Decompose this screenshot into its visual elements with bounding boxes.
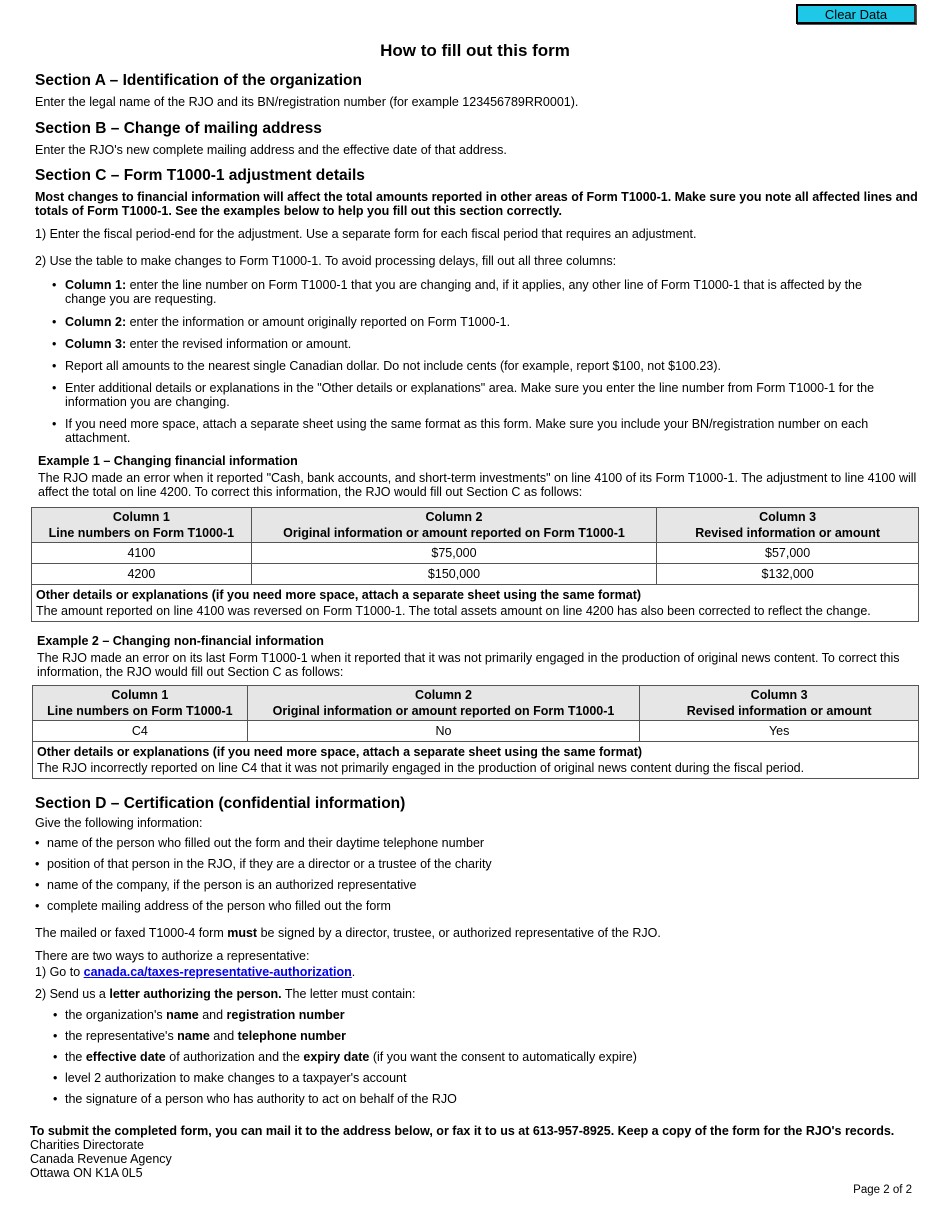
example2-table [32, 685, 919, 779]
example2-heading: Example 2 – Changing non-financial information [37, 634, 324, 648]
other-details-cell [33, 742, 919, 779]
list-item: • Report all amounts to the nearest single Canadian dollar. Do not include cents (for example, report $100, not $100.23). [35, 359, 905, 373]
column-header: Column 3 Revised information or amount [640, 686, 919, 721]
section-b-heading: Section B – Change of mailing address [35, 120, 322, 137]
table-row [32, 564, 919, 585]
table-header-row [32, 508, 919, 543]
example1-table [31, 507, 919, 622]
table-row [32, 543, 919, 564]
section-d-heading: Section D – Certification (confidential information) [35, 795, 406, 812]
table-cell: 4200 [32, 564, 252, 585]
page-number: Page 2 of 2 [853, 1184, 912, 1196]
other-details-text: The RJO incorrectly reported on line C4 that it was not primarily engaged in the production of original news content during the fiscal period. [37, 761, 805, 775]
table-header-row [33, 686, 919, 721]
other-details-text: The amount reported on line 4100 was reversed on Form T1000-1. The total assets amount on line 4200 has also been corrected to reflect the change. [36, 604, 871, 618]
column-header: Column 1 Line numbers on Form T1000-1 [32, 508, 252, 543]
section-c-bullets [35, 278, 905, 445]
section-a-text: Enter the legal name of the RJO and its BN/registration number (for example 123456789RR0001). [35, 95, 579, 109]
table-cell: $75,000 [251, 543, 657, 564]
section-c-step1: 1) Enter the fiscal period-end for the adjustment. Use a separate form for each fiscal period that requires an adjustment. [35, 227, 697, 241]
signature-requirement: The mailed or faxed T1000-4 form must be signed by a director, trustee, or authorized representative of the RJO. [35, 926, 661, 940]
page-title: How to fill out this form [380, 41, 570, 60]
letter-requirements [35, 1008, 905, 1107]
section-d-bullets [35, 836, 905, 914]
list-item: • level 2 authorization to make changes to a taxpayer's account [35, 1071, 905, 1086]
table-cell: $150,000 [251, 564, 657, 585]
list-item: • the signature of a person who has authority to act on behalf of the RJO [35, 1092, 905, 1107]
list-item: • the organization's name and registration number [35, 1008, 905, 1023]
example2-text: The RJO made an error on its last Form T1000-1 when it reported that it was not primarily engaged in the production of original news content. To correct this information, the RJO would fill out Section C as follows: [37, 651, 900, 679]
list-item: • Enter additional details or explanations in the "Other details or explanations" area. Make sure you enter the line number from Form T1000-1 for the information you are changing. [35, 381, 905, 409]
column-header: Column 3 Revised information or amount [657, 508, 919, 543]
column-header: Column 2 Original information or amount reported on Form T1000-1 [251, 508, 657, 543]
table-cell: Yes [640, 721, 919, 742]
table-row [33, 721, 919, 742]
section-c-heading: Section C – Form T1000-1 adjustment details [35, 167, 365, 184]
address-line: Canada Revenue Agency [30, 1152, 172, 1166]
clear-data-button[interactable]: Clear Data [796, 4, 916, 24]
table-row [33, 742, 919, 779]
column-header: Column 1 Line numbers on Form T1000-1 [33, 686, 248, 721]
section-c-step2: 2) Use the table to make changes to Form T1000-1. To avoid processing delays, fill out all three columns: [35, 254, 617, 268]
authorize-way-2: 2) Send us a letter authorizing the person. The letter must contain: [35, 987, 416, 1001]
list-item: • name of the person who filled out the form and their daytime telephone number [35, 836, 905, 851]
section-a-heading: Section A – Identification of the organization [35, 72, 362, 89]
table-cell: C4 [33, 721, 248, 742]
other-details-label: Other details or explanations (if you need more space, attach a separate sheet using the same format) [37, 745, 643, 759]
list-item: • Column 2: enter the information or amount originally reported on Form T1000-1. [35, 315, 905, 329]
table-cell: $57,000 [657, 543, 919, 564]
list-item: • the representative's name and telephone number [35, 1029, 905, 1044]
example1-text: The RJO made an error when it reported "Cash, bank accounts, and short-term investments" on line 4100 of its Form T1000-1. The adjustment to line 4100 will affect the total on line 4200. To correct this information, the RJO would fill out Section C as follows: [38, 471, 917, 499]
list-item: • position of that person in the RJO, if they are a director or a trustee of the charity [35, 857, 905, 872]
other-details-cell [32, 585, 919, 622]
list-item: • the effective date of authorization and the expiry date (if you want the consent to automatically expire) [35, 1050, 905, 1065]
section-b-text: Enter the RJO's new complete mailing address and the effective date of that address. [35, 143, 507, 157]
representative-authorization-link[interactable]: canada.ca/taxes-representative-authorization [83, 965, 352, 979]
address-line: Charities Directorate [30, 1138, 144, 1152]
mailing-address [30, 1138, 172, 1180]
example1-heading: Example 1 – Changing financial information [38, 454, 298, 468]
list-item: • Column 1: enter the line number on Form T1000-1 that you are changing and, if it applies, any other line of Form T1000-1 that is affected by the change you are requesting. [35, 278, 905, 306]
authorize-way-1: 1) Go to canada.ca/taxes-representative-authorization. [35, 965, 356, 979]
table-cell: No [247, 721, 640, 742]
column-header: Column 2 Original information or amount reported on Form T1000-1 [247, 686, 640, 721]
section-c-intro: Most changes to financial information will affect the total amounts reported in other areas of Form T1000-1. Make sure you note all affected lines and totals of Form T1000-1. See the examples below to help you fill out this section correctly. [35, 190, 918, 218]
list-item: • If you need more space, attach a separate sheet using the same format as this form. Make sure you include your BN/registration number on each attachment. [35, 417, 905, 445]
address-line: Ottawa ON K1A 0L5 [30, 1166, 143, 1180]
table-cell: $132,000 [657, 564, 919, 585]
other-details-label: Other details or explanations (if you need more space, attach a separate sheet using the same format) [36, 588, 642, 602]
list-item: • complete mailing address of the person who filled out the form [35, 899, 905, 914]
section-d-intro: Give the following information: [35, 816, 203, 830]
table-cell: 4100 [32, 543, 252, 564]
list-item: • Column 3: enter the revised information or amount. [35, 337, 905, 351]
authorize-ways: There are two ways to authorize a representative: [35, 949, 310, 963]
submit-instructions: To submit the completed form, you can mail it to the address below, or fax it to us at 613-957-8925. Keep a copy of the form for the RJO's records. [30, 1124, 895, 1138]
list-item: • name of the company, if the person is an authorized representative [35, 878, 905, 893]
table-row [32, 585, 919, 622]
